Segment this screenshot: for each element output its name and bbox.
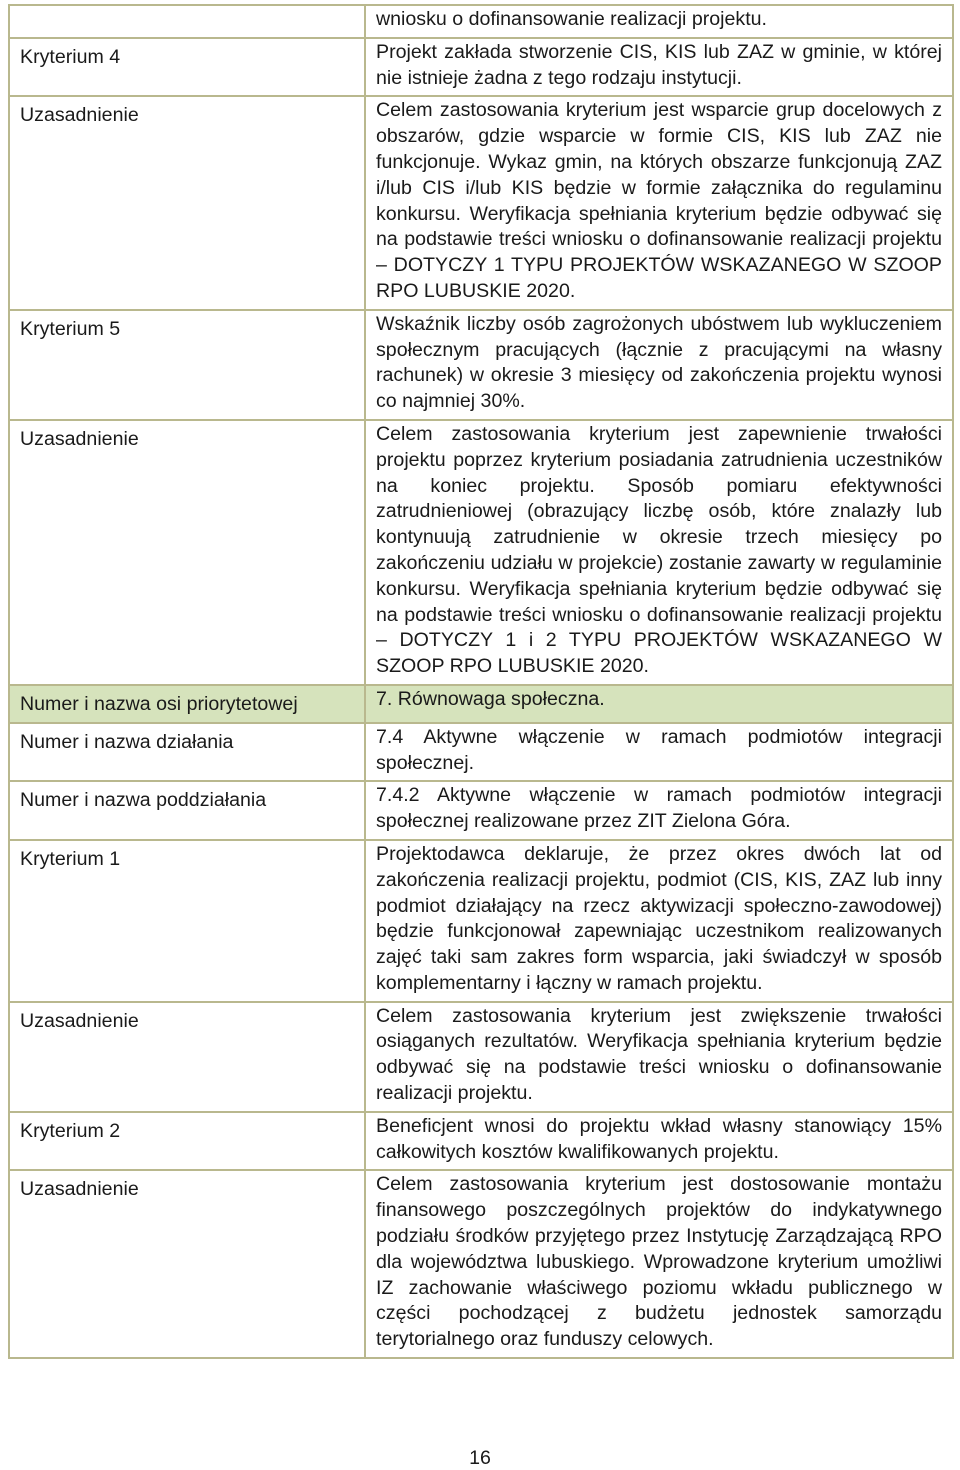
row-content: wniosku o dofinansowanie realizacji projektu.	[365, 5, 953, 38]
row-label: Kryterium 4	[9, 38, 365, 97]
row-content: 7. Równowaga społeczna.	[365, 685, 953, 723]
table-row	[9, 5, 953, 38]
table-row-priority-axis	[9, 685, 953, 723]
row-content: Beneficjent wnosi do projektu wkład własny stanowiący 15% całkowitych kosztów kwalifikowanych projektu.	[365, 1112, 953, 1171]
row-label: Kryterium 5	[9, 310, 365, 420]
row-content: 7.4 Aktywne włączenie w ramach podmiotów integracji społecznej.	[365, 723, 953, 782]
table-row	[9, 781, 953, 840]
row-label: Numer i nazwa osi priorytetowej	[9, 685, 365, 723]
row-label: Numer i nazwa poddziałania	[9, 781, 365, 840]
row-content: Celem zastosowania kryterium jest wsparcie grup docelowych z obszarów, gdzie wsparcie w formie CIS, KIS lub ZAZ nie funkcjonuje. Wykaz gmin, na których obszarze funkcjonują ZAZ i/lub CIS i/lub KIS będzie w formie załącznika do regulaminu konkursu. Weryfikacja spełniania kryterium będzie odbywać się na podstawie treści wniosku o dofinansowanie realizacji projektu – DOTYCZY 1 TYPU PROJEKTÓW WSKAZANEGO W SZOOP RPO LUBUSKIE 2020.	[365, 96, 953, 309]
row-label: Uzasadnienie	[9, 420, 365, 685]
table-row	[9, 38, 953, 97]
row-content: Wskaźnik liczby osób zagrożonych ubóstwem lub wykluczeniem społecznym pracujących (łącznie z pracującymi na własny rachunek) w okresie 3 miesięcy od zakończenia projektu wynosi co najmniej 30%.	[365, 310, 953, 420]
row-label: Kryterium 1	[9, 840, 365, 1002]
criteria-table	[8, 4, 954, 1359]
row-label: Uzasadnienie	[9, 1002, 365, 1112]
table-row	[9, 96, 953, 309]
row-content: Celem zastosowania kryterium jest zapewnienie trwałości projektu poprzez kryterium posiadania zatrudnienia uczestników na koniec projektu. Sposób pomiaru efektywności zatrudnieniowej (obrazujący liczbę osób, które znalazły lub kontynuują zatrudnienie w okresie trzech miesięcy po zakończeniu udziału w projekcie) zostanie zawarty w regulaminie konkursu. Weryfikacja spełniania kryterium będzie odbywać się na podstawie treści wniosku o dofinansowanie realizacji projektu – DOTYCZY 1 i 2 TYPU PROJEKTÓW WSKAZANEGO W SZOOP RPO LUBUSKIE 2020.	[365, 420, 953, 685]
row-label	[9, 5, 365, 38]
row-label: Numer i nazwa działania	[9, 723, 365, 782]
row-content: Projektodawca deklaruje, że przez okres dwóch lat od zakończenia realizacji projektu, podmiot (CIS, KIS, ZAZ lub inny podmiot działający na rzecz aktywizacji społeczno-zawodowej) będzie funkcjonował zapewniając uczestnikom realizowanych zajęć taki sam zakres form wsparcia, jaki świadczył w sposób komplementarny i łączny w ramach projektu.	[365, 840, 953, 1002]
table-row	[9, 1170, 953, 1358]
table-row	[9, 1112, 953, 1171]
table-row	[9, 310, 953, 420]
page-number: 16	[469, 1447, 491, 1469]
row-content: Celem zastosowania kryterium jest dostosowanie montażu finansowego poszczególnych projektów do indykatywnego podziału środków przyjętego przez Instytucję Zarządzającą RPO dla województwa lubuskiego. Wprowadzone kryterium umożliwi IZ zachowanie właściwego poziomu wkładu publicznego w części pochodzącej z budżetu jednostek samorządu terytorialnego oraz funduszy celowych.	[365, 1170, 953, 1358]
row-content: Celem zastosowania kryterium jest zwiększenie trwałości osiąganych rezultatów. Weryfikacja spełniania kryterium będzie odbywać się na podstawie treści wniosku o dofinansowanie realizacji projektu.	[365, 1002, 953, 1112]
row-label: Kryterium 2	[9, 1112, 365, 1171]
table-row	[9, 723, 953, 782]
row-content: 7.4.2 Aktywne włączenie w ramach podmiotów integracji społecznej realizowane przez ZIT Zielona Góra.	[365, 781, 953, 840]
table-row	[9, 1002, 953, 1112]
row-label: Uzasadnienie	[9, 96, 365, 309]
table-row	[9, 420, 953, 685]
document-page	[8, 4, 952, 1359]
row-label: Uzasadnienie	[9, 1170, 365, 1358]
table-row	[9, 840, 953, 1002]
row-content: Projekt zakłada stworzenie CIS, KIS lub ZAZ w gminie, w której nie istnieje żadna z tego rodzaju instytucji.	[365, 38, 953, 97]
